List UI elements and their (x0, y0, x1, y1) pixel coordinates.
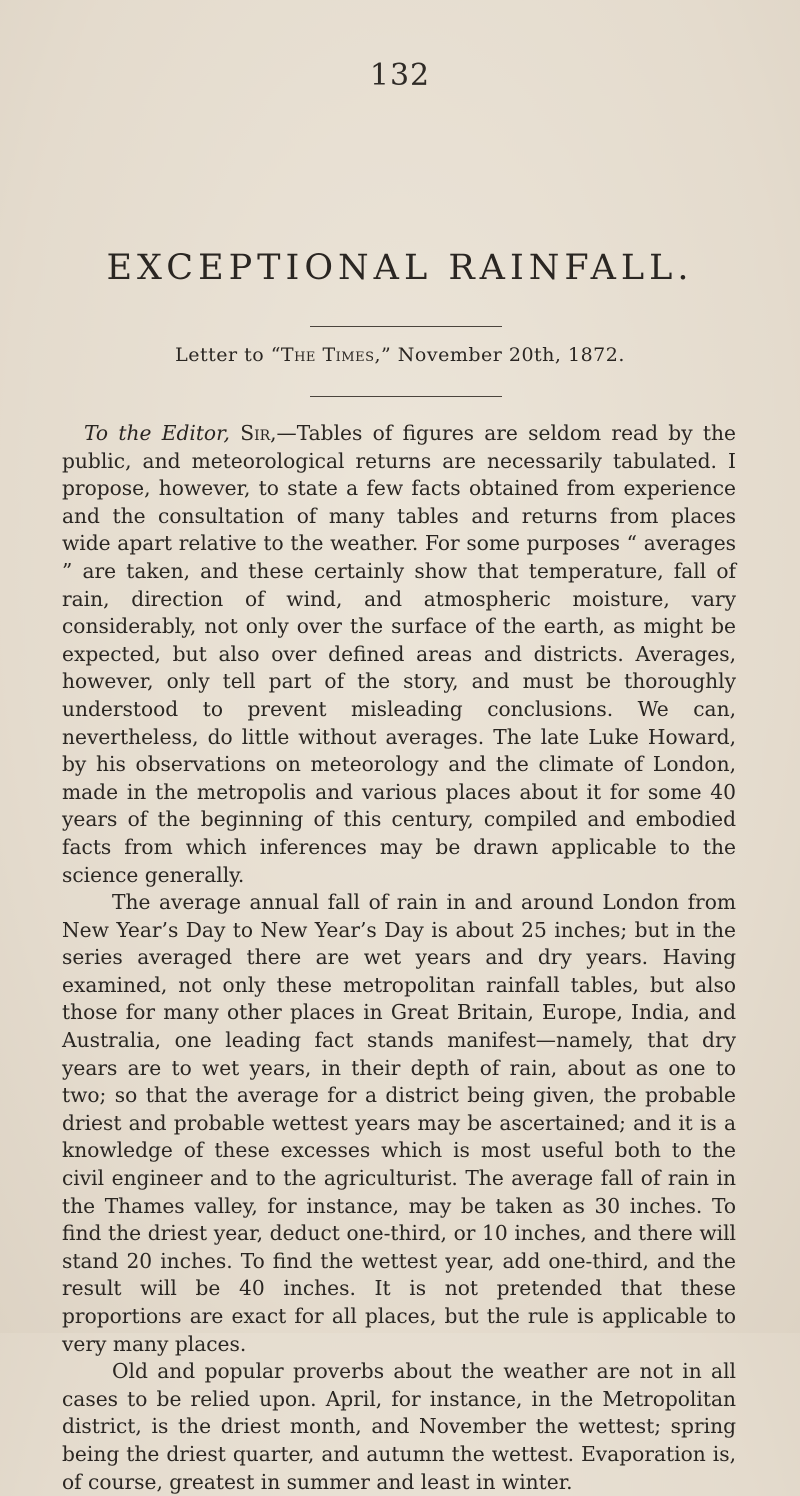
subtitle-newspaper: The Times (280, 344, 375, 366)
subtitle-suffix: ,” November 20th, 1872. (374, 344, 625, 366)
title-rule-top (310, 326, 502, 327)
page-number: 132 (369, 58, 431, 93)
salutation: To the Editor, (84, 421, 230, 445)
subtitle-prefix: Letter to “ (175, 344, 281, 366)
paragraph-1 (62, 420, 736, 889)
paragraph-3: Old and popular proverbs about the weather are not in all cases to be relied upon. April, for instance, in the Metropolitan district, is the driest month, and November the wettest; spring being the driest quarter, and autumn the wettest. Evaporation is, of course, greatest in summer and least in winter. (62, 1359, 736, 1494)
article-title: EXCEPTIONAL RAINFALL. (106, 248, 694, 288)
article-body (62, 420, 736, 1496)
paragraph-1-text: ,—Tables of figures are seldom read by the public, and meteorological returns are necessarily tabulated. I propose, however, to state a few facts obtained from experience and the consultation of many tables and returns from places wide apart relative to the weather. For some purposes “ averages ” are taken, and these certainly show that temperature, fall of rain, direction of wind, and atmospheric moisture, vary considerably, not only over the surface of the earth, as might be expected, but also over defined areas and districts. Averages, however, only tell part of the story, and must be thoroughly understood to prevent misleading conclusions. We can, nevertheless, do little without averages. The late Luke Howard, by his observations on meteorology and the climate of London, made in the metropolis and various places about it for some 40 years of the beginning of this century, compiled and embodied facts from which inferences may be drawn applicable to the science generally. (62, 421, 736, 887)
title-rule-bottom (310, 396, 502, 397)
salutation-sir: Sir (240, 421, 271, 445)
article-subtitle (0, 344, 800, 366)
paragraph-2: The average annual fall of rain in and around London from New Year’s Day to New Year’s Day is about 25 inches; but in the series averaged there are wet years and dry years. Having examined, not only these metropolitan rainfall tables, but also those for many other places in Great Britain, Europe, India, and Australia, one leading fact stands manifest—namely, that dry years are to wet years, in their depth of rain, about as one to two; so that the average for a district being given, the probable driest and probable wettest years may be ascertained; and it is a knowledge of these excesses which is most useful both to the civil engineer and to the agriculturist. The average fall of rain in the Thames valley, for instance, may be taken as 30 inches. To find the driest year, deduct one-third, or 10 inches, and there will stand 20 inches. To find the wettest year, add one-third, and the result will be 40 inches. It is not pretended that these proportions are exact for all places, but the rule is applicable to very many places. (62, 890, 736, 1356)
